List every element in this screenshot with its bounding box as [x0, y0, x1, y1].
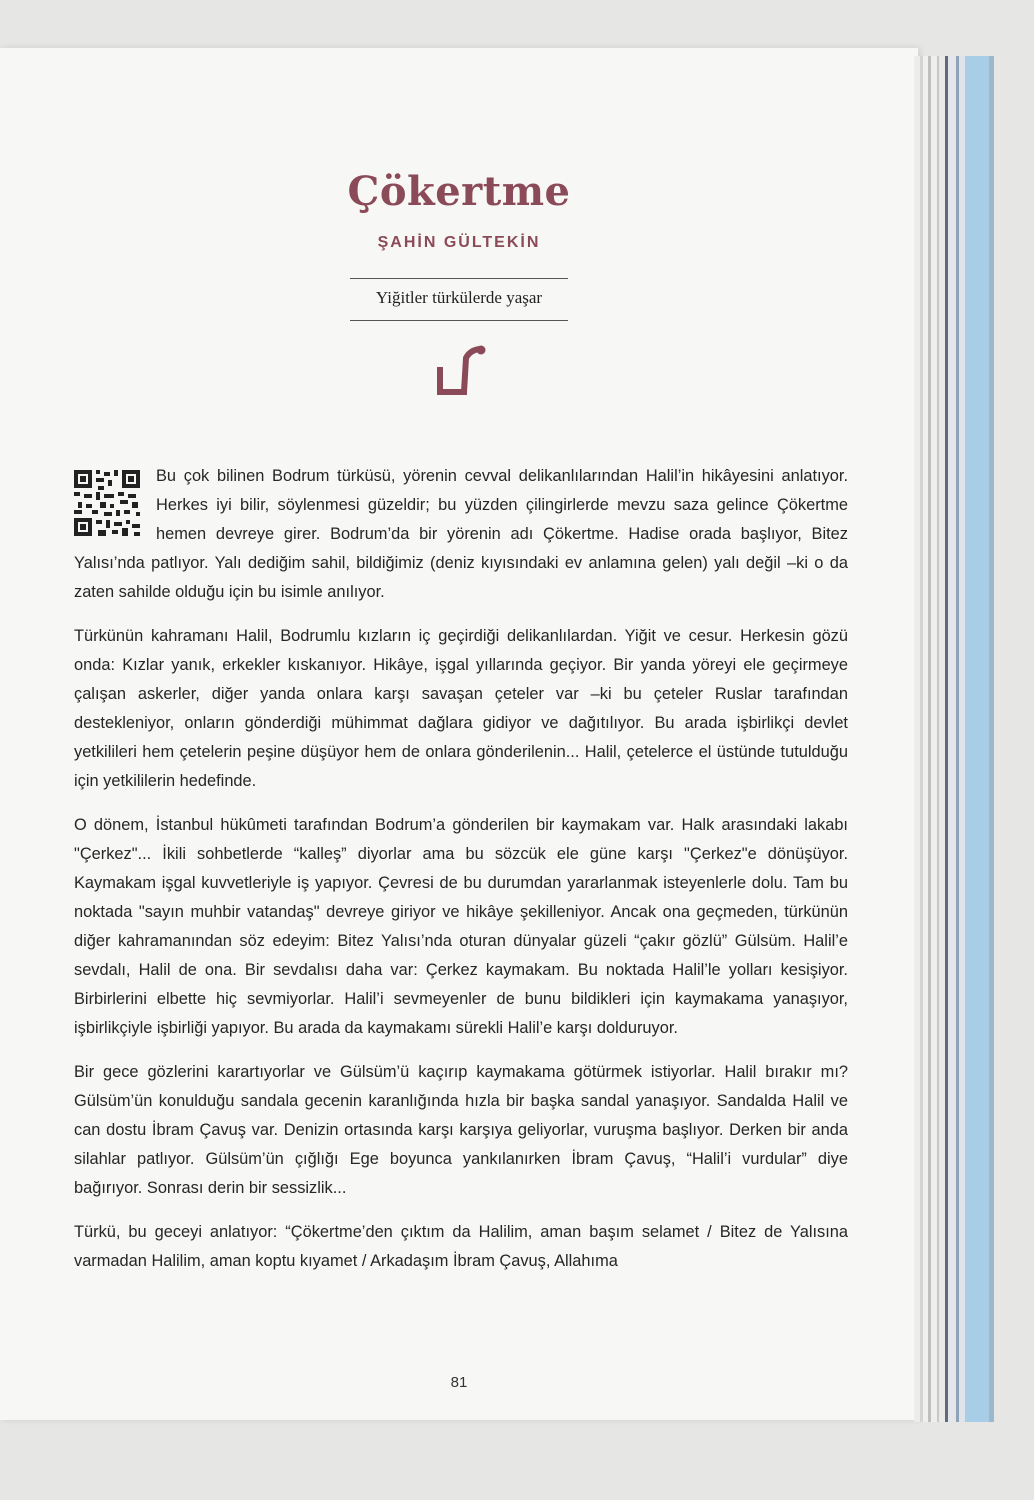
music-note-icon: [432, 342, 488, 398]
paragraph-2: Türkünün kahramanı Halil, Bodrumlu kızların iç geçirdiği delikanlılardan. Yiğit ve cesur. Herkesin gözü onda: Kızlar yanık, erkekler kıskanıyor. Hikâye, işgal yıllarında geçiyor. Bir yanda yöreyi ele geçirmeye çalışan askerler, diğer yanda onlara karşı savaşan çeteler var –ki bu çeteler Ruslar tarafından destekleniyor, onların gönderdiği mühimmat dağlara gidiyor ve dağıtılıyor. Bu arada işbirlikçi devlet yetkilileri hem çetelerin peşine düşüyor hem de onlara gönderilenin... Halil, çetelerce el üstünde tutulduğu için yetkililerin hedefinde.: [74, 627, 848, 790]
paragraph-5: Türkü, bu geceyi anlatıyor: “Çökertme’den çıktım da Halilim, aman başım selamet / Bitez de Yalısına varmadan Halilim, aman koptu kıyamet / Arkadaşım İbram Çavuş, Allahıma: [74, 1223, 848, 1270]
page-edges: [914, 56, 994, 1422]
paragraph-4: Bir gece gözlerini karartıyorlar ve Gülsüm’ü kaçırıp kaymakama götürmek istiyorlar. Halil bırakır mı? Gülsüm’ün konulduğu sandala gecenin karanlığında hızla bir başka sandal yanaşıyor. Sandalda Halil ve can dostu İbram Çavuş var. Denizin ortasında karşı karşıya geliyorlar, vuruşma başlıyor. Derken bir anda silahlar patlıyor. Gülsüm’ün çığlığı Ege boyunca yankılanırken İbram Çavuş, “Halil’i vurdular” diye bağırıyor. Sonrası derin bir sessizlik...: [74, 1063, 848, 1197]
qr-code-spacer: [74, 462, 156, 540]
paragraph-1: [74, 462, 848, 607]
article-title: Çökertme: [347, 168, 571, 215]
bottom-rule: [350, 320, 568, 321]
top-rule: [350, 278, 568, 279]
paragraph-3: O dönem, İstanbul hükûmeti tarafından Bodrum’a gönderilen bir kaymakam var. Halk arasındaki lakabı "Çerkez"... İkili sohbetlerde “kalleş” diyorlar ama bu sözcük ele güne karşı "Çerkez"e dönüşüyor. Kaymakam işgal kuvvetleriyle iş yapıyor. Çevresi de bu durumdan yararlanmak isteyenlerle dolu. Tam bu noktada "sayın muhbir vatandaş" devreye giriyor ve hikâye şekilleniyor. Ancak ona geçmeden, türkünün diğer kahramanından söz edeyim: Bitez Yalısı’nda oturan dünyalar güzeli “çakır gözlü” Gülsüm. Halil’e sevdalı, Halil de ona. Bir sevdalısı daha var: Çerkez kaymakam. Bu noktada Halil’le yolları kesişiyor. Birbirlerini elbette hiç sevmiyorlar. Halil’i sevmeyenler de bunu bildikleri için kaymakama yanaşıyor, işbirlikçiyle işbirliği yapıyor. Bu arada da kaymakamı sürekli Halil’e karşı dolduruyor.: [74, 816, 848, 1037]
article-body: [74, 462, 848, 1291]
page-number: 81: [450, 1374, 468, 1391]
article-author: ŞAHİN GÜLTEKİN: [377, 234, 541, 251]
article-subtitle: Yiğitler türkülerde yaşar: [375, 288, 543, 307]
paragraph-1-text: Bu çok bilinen Bodrum türküsü, yörenin cevval delikanlılarından Halil’in hikâyesini anlatıyor. Herkes iyi bilir, söylenmesi güzeldir; bu yüzden çilingirlerde mevzu saza gelince Çökertme hemen devreye girer. Bodrum’da bir yörenin adı Çökertme. Hadise orada başlıyor, Bitez Yalısı’nda patlıyor. Yalı dediğim sahil, bildiğimiz (deniz kıyısındaki ev anlamına gelen) yalı değil –ki o da zaten sahilde olduğu için bu isimle anılıyor.: [74, 467, 848, 601]
